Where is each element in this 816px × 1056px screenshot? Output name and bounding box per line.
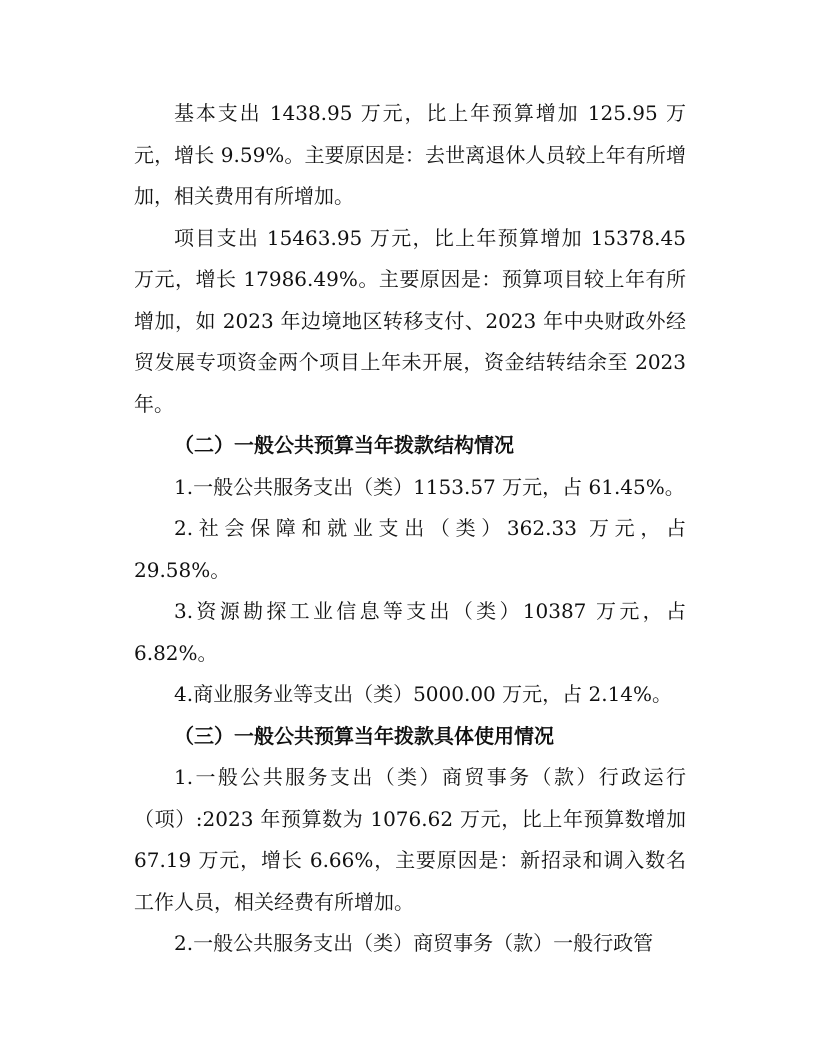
list-item: 3.资源勘探工业信息等支出（类）10387 万元，占 6.82%。 xyxy=(134,599,686,665)
list-item: 1.一般公共服务支出（类）商贸事务（款）行政运行（项）:2023 年预算数为 1076.62 万元，比上年预算数增加 67.19 万元，增长 6.66%，主要原因是：新招录和调入数名工作人员，相关经费有所增加。 xyxy=(134,765,686,914)
list-item: 1.一般公共服务支出（类）1153.57 万元，占 61.45%。 xyxy=(174,474,685,499)
paragraph-basic-expenditure: 基本支出 1438.95 万元，比上年预算增加 125.95 万元，增长 9.59%。主要原因是：去世离退休人员较上年有所增加，相关费用有所增加。 xyxy=(134,101,686,208)
list-item: 2.社会保障和就业支出（类）362.33 万元，占 29.58%。 xyxy=(134,516,686,582)
list-item: 2.一般公共服务支出（类）商贸事务（款）一般行政管 xyxy=(174,931,654,955)
paragraph-project-expenditure: 项目支出 15463.95 万元，比上年预算增加 15378.45 万元，增长 17986.49%。主要原因是：预算项目较上年有所增加，如 2023 年边境地区转移支付、2023 年中央财政外经贸发展专项资金两个项目上年未开展，资金结转结余至 2023 年。 xyxy=(134,225,686,416)
section-heading-appropriation-usage: （三）一般公共预算当年拨款具体使用情况 xyxy=(174,723,554,748)
section-heading-appropriation-structure: （二）一般公共预算当年拨款结构情况 xyxy=(174,433,514,457)
list-item: 4.商业服务业等支出（类）5000.00 万元，占 2.14%。 xyxy=(174,682,673,706)
document-body xyxy=(134,93,686,965)
